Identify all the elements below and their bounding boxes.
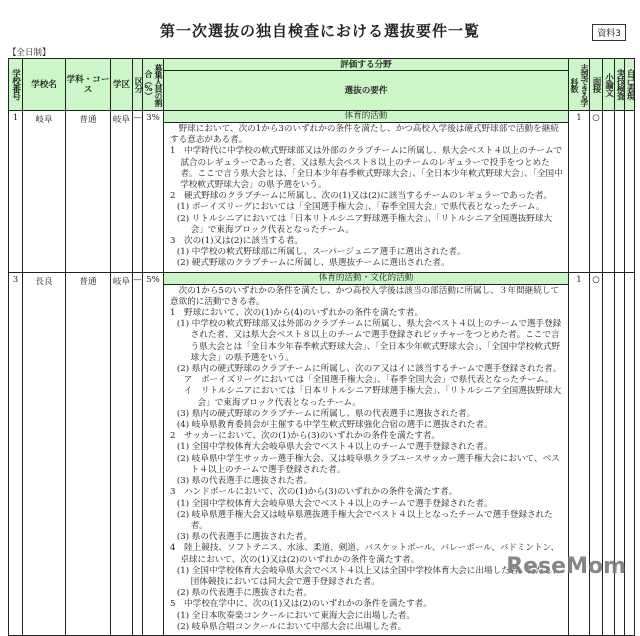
header-self: 自己表現 (625, 59, 635, 111)
requirement-line: (2) 県内の硬式野球のクラブチームに所属し、次のア又はイに該当するチームで選手登録された者。 (176, 364, 562, 375)
school-name: 岐阜 (23, 111, 66, 273)
ratio: 5% (143, 272, 164, 635)
district: 岐阜 (111, 111, 133, 273)
requirement-line: (3) 県の代表選手に選抜された者。 (176, 476, 313, 487)
requirement-line: (1) ボーイズリーグにおいては「全国選手権大会」、「春季全国大会」で県代表となったチーム。 (176, 202, 545, 213)
skill-cell (615, 272, 625, 635)
requirement-line: 4 陸上競技、ソフトテニス、水泳、柔道、剣道、バスケットボール、バレーボール、バドミントン、卓球において、次の(1)又は(2)のいずれかの条件を満たす者。 (170, 543, 560, 565)
header-essay: 小論文 (603, 59, 615, 111)
field-band: 体育的活動 (164, 111, 568, 123)
requirement-line: (2) 県の代表選手に選抜された者。 (176, 588, 313, 599)
requirement-line: (1) 中学校の軟式野球部に所属し、スーパージュニア選手に選出された者。 (176, 247, 466, 258)
header-choice: 志望できる学科数 (569, 59, 590, 111)
requirement-line: 5 中学校在学中に、次の(1)又は(2)のいずれかの条件を満たす者。 (170, 599, 432, 610)
requirement-line: (1) 全国中学校体育大会岐阜県大会でベスト４以上のチームで選手登録された者。 (176, 498, 493, 509)
requirement-line: (1) 中学校の軟式野球部又は外部のクラブチームに所属し、県大会ベスト４以上のチームで選手登録された者、又は県大会ベスト８以上のチームで選手登録されピッチャーをつとめた者。ここで言う県大会とは「全日本少年春季軟式野球大会」、「全日本少年軟式野球大会」、「全国中学校軟式野球大会」の県予選をいう。 (176, 319, 562, 363)
section-label: 【全日制】 (8, 48, 51, 58)
course: 普通 (66, 111, 111, 273)
table-row (9, 272, 635, 635)
requirement-line: ア ボーイズリーグにおいては「全国選手権大会」、「春季全国大会」で県代表となったチーム。 (183, 375, 554, 386)
document-badge: 資料3 (592, 24, 626, 41)
requirement-line: (1) 全国中学校体育大会岐阜県大会でベスト４以上又は全国中学校体育大会に出場した者。ただし、団体競技においては同大会で選手登録された者。 (176, 565, 562, 587)
skill-cell (615, 111, 625, 273)
school-number: 1 (9, 111, 23, 273)
requirement-line: 3 次の(1)又は(2)に該当する者。 (170, 236, 303, 247)
requirements-cell (164, 111, 569, 273)
interview-mark: ○ (590, 111, 603, 273)
requirement-line: イ リトルシニアにおいては「日本リトルシニア野球選手権大会」、「リトルシニア全国選抜野球大会」で東海ブロック代表となったチーム。 (183, 386, 562, 408)
essay-cell (603, 111, 615, 273)
requirements-table (8, 58, 635, 636)
header-school-name: 学校名 (23, 59, 66, 111)
school-number: 3 (9, 272, 23, 635)
field-band: 体育的活動・文化的活動 (164, 273, 568, 285)
requirement-line: (3) 県の代表選手に選抜された者。 (176, 532, 313, 543)
choice-count: 1 (569, 111, 590, 273)
requirement-line: (2) 岐阜県合唱コンクールにおいて中部大会に出場した者。 (176, 621, 407, 632)
requirement-line: (2) 硬式野球のクラブチームに所属し、県選抜チームに選出された者。 (176, 258, 450, 269)
requirement-line: (2) 岐阜県選手権大会又は岐阜県選抜選手権大会でベスト４以上となったチームで選手登録された者。 (176, 509, 553, 531)
header-course: 学科・コース (66, 59, 111, 111)
header-school-number: 学校番号 (9, 59, 23, 111)
choice-count: 1 (569, 272, 590, 635)
header-kubun: 区分 (133, 59, 143, 111)
watermark-logo: ReseMom (506, 554, 626, 579)
requirement-line: (2) 岐阜県中学生サッカー選手権大会、又は岐阜県クラブユースサッカー選手権大会において、ベスト４以上のチームで選手登録された者。 (176, 453, 560, 475)
header-field: 評価する分野 (164, 59, 569, 71)
table-row (9, 111, 635, 273)
requirement-line: 1 野球において、次の(1)から(4)のいずれかの条件を満たす者。 (170, 308, 424, 319)
requirement-line: (4) 岐阜県教育委員会が主催する中学生軟式野球強化合宿の選手に選抜された者。 (176, 420, 493, 431)
header-district: 学区 (111, 59, 133, 111)
requirement-line: (1) 全国中学校体育大会岐阜県大会でベスト４以上のチームで選手登録された者。 (176, 442, 493, 453)
requirement-line: 野球において、次の1から3のいずれかの条件を満たし、かつ高校入学後は硬式野球部で活動を継続する意志がある者。 (170, 124, 559, 146)
requirement-line: 3 ハンドボールにおいて、次の(1)から(3)のいずれかの条件を満たす者。 (170, 487, 458, 498)
self-cell (625, 111, 635, 273)
header-ratio: 募集人員の割合（%） (143, 59, 164, 111)
kubun: — (133, 111, 143, 273)
district: 岐阜 (111, 272, 133, 635)
requirement-line: 2 サッカーにおいて、次の(1)から(3)のいずれかの条件を満たす者。 (170, 431, 441, 442)
requirement-line: 1 中学時代に中学校の軟式野球部又は外部のクラブチームに所属し、県大会ベスト４以上のチームで試合のレギュラーであった者、又は県大会ベスト８以上のチームのレギュラーで投手をつとめた者。ここで言う県大会とは、「全日本少年春季軟式野球大会」、「全日本少年軟式野球大会」、「全国中学校軟式野球大会」の県予選をいう。 (170, 146, 563, 191)
self-cell (625, 272, 635, 635)
course: 普通 (66, 272, 111, 635)
header-interview: 面接 (590, 59, 603, 111)
requirement-line: 次の1から5のいずれかの条件を満たし、かつ高校入学後は該当の部活動に所属し、３年間継続して意欲的に活動できる者。 (170, 285, 560, 307)
requirements-cell (164, 272, 569, 635)
requirement-line: (2) リトルシニアにおいては「日本リトルシニア野球選手権大会」、「リトルシニア全国選抜野球大会」で東海ブロック代表となったチーム。 (176, 213, 553, 235)
ratio: 3% (143, 111, 164, 273)
school-name: 長良 (23, 272, 66, 635)
requirement-line: 2 硬式野球のクラブチームに所属し、次の(1)又は(2)に該当するチームのレギュラーであった者。 (170, 191, 553, 202)
header-requirements: 選抜の要件 (164, 71, 569, 111)
interview-mark: ○ (590, 272, 603, 635)
essay-cell (603, 272, 615, 635)
requirement-line: (1) 全日本吹奏楽コンクールにおいて東海大会に出場した者。 (176, 610, 415, 621)
kubun: — (133, 272, 143, 635)
header-skill: 実技検査 (615, 59, 625, 111)
requirement-line: (3) 県内の硬式野球のクラブチームに所属し、県の代表選手に選抜された者。 (176, 408, 476, 419)
page-title: 第一次選抜の独自検査における選抜要件一覧 (159, 22, 480, 40)
